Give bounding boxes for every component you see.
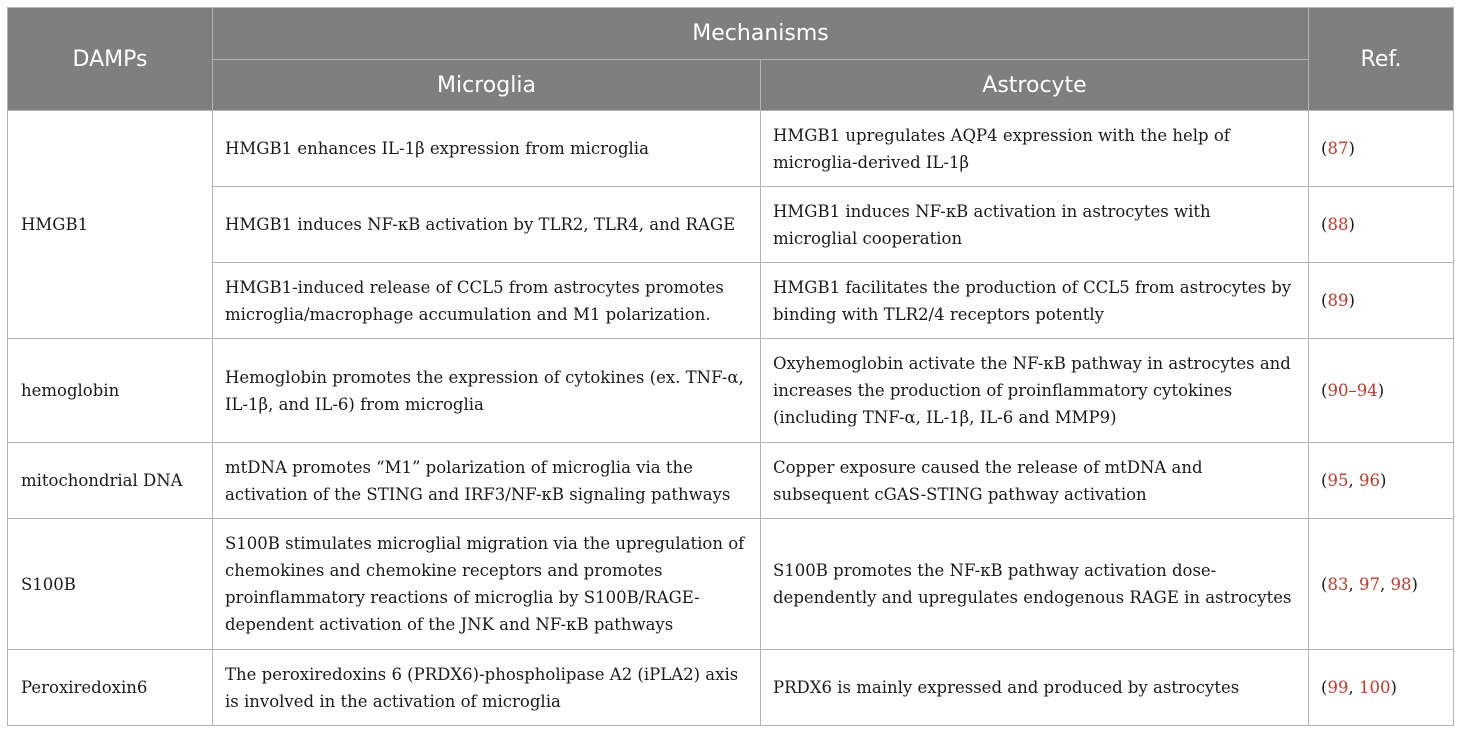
- table-row: [8, 650, 1454, 726]
- astrocyte-cell: Oxyhemoglobin activate the NF-κB pathway in astrocytes and increases the production of proinflammatory cytokines (including TNF-α, IL-1β, IL-6 and MMP9): [761, 339, 1309, 443]
- microglia-cell: HMGB1 enhances IL-1β expression from microglia: [213, 111, 761, 187]
- microglia-cell: HMGB1-induced release of CCL5 from astrocytes promotes microglia/macrophage accumulation and M1 polarization.: [213, 263, 761, 339]
- ref-cell: (95, 96): [1309, 443, 1454, 519]
- ref-cell: (90–94): [1309, 339, 1454, 443]
- col-header-mechanisms: Mechanisms: [213, 8, 1309, 60]
- damp-cell: Peroxiredoxin6: [8, 650, 213, 726]
- ref-cell: (87): [1309, 111, 1454, 187]
- ref-link[interactable]: 99: [1327, 678, 1349, 697]
- astrocyte-cell: HMGB1 facilitates the production of CCL5 from astrocytes by binding with TLR2/4 receptors potently: [761, 263, 1309, 339]
- ref-cell: (89): [1309, 263, 1454, 339]
- ref-link[interactable]: 98: [1390, 574, 1412, 594]
- ref-link[interactable]: 83: [1327, 574, 1349, 594]
- damp-cell: mitochondrial DNA: [8, 443, 213, 519]
- astrocyte-cell: PRDX6 is mainly expressed and produced by astrocytes: [761, 650, 1309, 726]
- table-row: [8, 339, 1454, 443]
- ref-link[interactable]: 87: [1327, 139, 1349, 158]
- astrocyte-cell: Copper exposure caused the release of mtDNA and subsequent cGAS-STING pathway activation: [761, 443, 1309, 519]
- ref-link[interactable]: 89: [1327, 291, 1349, 310]
- ref-link[interactable]: 88: [1327, 215, 1349, 234]
- table-row: [8, 443, 1454, 519]
- damp-cell: hemoglobin: [8, 339, 213, 443]
- col-header-damps: DAMPs: [8, 8, 213, 111]
- ref-link[interactable]: 97: [1358, 574, 1380, 594]
- damps-mechanisms-table: [7, 7, 1454, 726]
- astrocyte-cell: HMGB1 upregulates AQP4 expression with the help of microglia-derived IL-1β: [761, 111, 1309, 187]
- ref-link[interactable]: 96: [1358, 471, 1380, 490]
- microglia-cell: S100B stimulates microglial migration via the upregulation of chemokines and chemokine receptors and promotes proinflammatory reactions of microglia by S100B/RAGE-dependent activation of the JNK and NF-κB pathways: [213, 519, 761, 650]
- damp-cell: S100B: [8, 519, 213, 650]
- damp-cell: HMGB1: [8, 111, 213, 339]
- col-header-ref: Ref.: [1309, 8, 1454, 111]
- ref-cell: (99, 100): [1309, 650, 1454, 726]
- astrocyte-cell: HMGB1 induces NF-κB activation in astrocytes with microglial cooperation: [761, 187, 1309, 263]
- microglia-cell: The peroxiredoxins 6 (PRDX6)-phospholipase A2 (iPLA2) axis is involved in the activation of microglia: [213, 650, 761, 726]
- table-row: [8, 263, 1454, 339]
- ref-cell: (88): [1309, 187, 1454, 263]
- ref-link[interactable]: 90–94: [1327, 381, 1378, 400]
- table-row: [8, 111, 1454, 187]
- ref-cell: (83, 97, 98): [1309, 519, 1454, 650]
- col-header-astrocyte: Astrocyte: [761, 60, 1309, 111]
- ref-link[interactable]: 100: [1358, 678, 1391, 697]
- microglia-cell: HMGB1 induces NF-κB activation by TLR2, TLR4, and RAGE: [213, 187, 761, 263]
- table-row: [8, 519, 1454, 650]
- col-header-microglia: Microglia: [213, 60, 761, 111]
- microglia-cell: Hemoglobin promotes the expression of cytokines (ex. TNF-α, IL-1β, and IL-6) from microglia: [213, 339, 761, 443]
- table-row: [8, 187, 1454, 263]
- ref-link[interactable]: 95: [1327, 471, 1349, 490]
- astrocyte-cell: S100B promotes the NF-κB pathway activation dose-dependently and upregulates endogenous RAGE in astrocytes: [761, 519, 1309, 650]
- microglia-cell: mtDNA promotes “M1” polarization of microglia via the activation of the STING and IRF3/NF-κB signaling pathways: [213, 443, 761, 519]
